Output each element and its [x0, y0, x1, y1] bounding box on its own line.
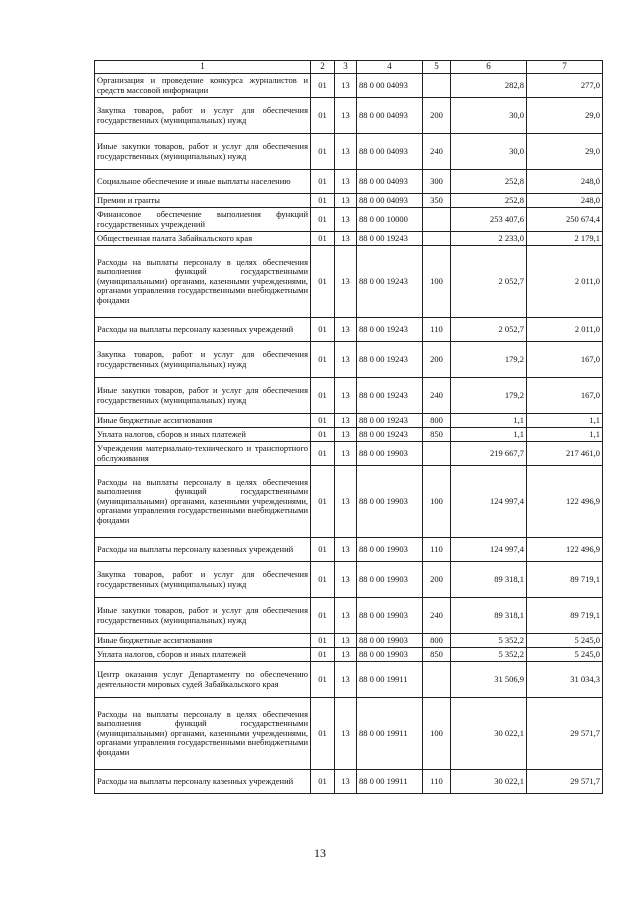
- table-row: [95, 170, 603, 194]
- row-name-cell: Расходы на выплаты персоналу казенных учреждений: [95, 538, 311, 562]
- row-subsection-cell: 13: [335, 232, 357, 246]
- col-header-4: 4: [357, 61, 423, 74]
- row-target-article-cell: 88 0 00 19911: [357, 662, 423, 698]
- table-row: [95, 698, 603, 770]
- col-header-3: 3: [335, 61, 357, 74]
- row-section-cell: 01: [311, 698, 335, 770]
- row-target-article-cell: 88 0 00 19911: [357, 770, 423, 794]
- table-row: [95, 318, 603, 342]
- row-expense-type-cell: [423, 232, 451, 246]
- row-subsection-cell: 13: [335, 648, 357, 662]
- row-section-cell: 01: [311, 634, 335, 648]
- row-section-cell: 01: [311, 98, 335, 134]
- row-name-cell: Уплата налогов, сборов и иных платежей: [95, 648, 311, 662]
- row-subsection-cell: 13: [335, 442, 357, 466]
- table-row: [95, 98, 603, 134]
- row-expense-type-cell: 240: [423, 134, 451, 170]
- row-expense-type-cell: 240: [423, 598, 451, 634]
- row-subsection-cell: 13: [335, 170, 357, 194]
- row-target-article-cell: 88 0 00 19243: [357, 342, 423, 378]
- row-target-article-cell: 88 0 00 19903: [357, 634, 423, 648]
- row-name-cell: Общественная палата Забайкальского края: [95, 232, 311, 246]
- row-section-cell: 01: [311, 466, 335, 538]
- table-row: [95, 562, 603, 598]
- row-section-cell: 01: [311, 318, 335, 342]
- row-name-cell: Финансовое обеспечение выполнения функций государственных учреждений: [95, 208, 311, 232]
- row-target-article-cell: 88 0 00 19243: [357, 428, 423, 442]
- row-section-cell: 01: [311, 378, 335, 414]
- row-amount-year2-cell: 122 496,9: [527, 538, 603, 562]
- row-section-cell: 01: [311, 134, 335, 170]
- row-amount-year1-cell: 252,8: [451, 170, 527, 194]
- row-name-cell: Расходы на выплаты персоналу в целях обеспечения выполнения функций государственными (муниципальными) органами, казенными учреждениями, органами управления государственными внебюджетными фондами: [95, 698, 311, 770]
- row-expense-type-cell: 350: [423, 194, 451, 208]
- row-section-cell: 01: [311, 246, 335, 318]
- row-target-article-cell: 88 0 00 04093: [357, 74, 423, 98]
- row-amount-year1-cell: 124 997,4: [451, 466, 527, 538]
- row-target-article-cell: 88 0 00 10000: [357, 208, 423, 232]
- row-name-cell: Социальное обеспечение и иные выплаты населению: [95, 170, 311, 194]
- row-target-article-cell: 88 0 00 19243: [357, 318, 423, 342]
- row-section-cell: 01: [311, 232, 335, 246]
- row-subsection-cell: 13: [335, 634, 357, 648]
- row-subsection-cell: 13: [335, 428, 357, 442]
- row-name-cell: Закупка товаров, работ и услуг для обеспечения государственных (муниципальных) нужд: [95, 562, 311, 598]
- row-target-article-cell: 88 0 00 04093: [357, 194, 423, 208]
- table-row: [95, 194, 603, 208]
- table-row: [95, 538, 603, 562]
- row-expense-type-cell: 300: [423, 170, 451, 194]
- table-row: [95, 770, 603, 794]
- row-expense-type-cell: 100: [423, 466, 451, 538]
- row-amount-year1-cell: 2 052,7: [451, 246, 527, 318]
- row-subsection-cell: 13: [335, 378, 357, 414]
- row-expense-type-cell: [423, 662, 451, 698]
- row-subsection-cell: 13: [335, 74, 357, 98]
- row-expense-type-cell: 850: [423, 428, 451, 442]
- table-row: [95, 74, 603, 98]
- row-expense-type-cell: 110: [423, 318, 451, 342]
- row-section-cell: 01: [311, 208, 335, 232]
- row-target-article-cell: 88 0 00 19903: [357, 538, 423, 562]
- row-section-cell: 01: [311, 170, 335, 194]
- table-row: [95, 208, 603, 232]
- row-amount-year1-cell: 2 233,0: [451, 232, 527, 246]
- row-amount-year2-cell: 89 719,1: [527, 598, 603, 634]
- row-target-article-cell: 88 0 00 04093: [357, 134, 423, 170]
- row-amount-year2-cell: 248,0: [527, 170, 603, 194]
- row-amount-year1-cell: 253 407,6: [451, 208, 527, 232]
- table-row: [95, 442, 603, 466]
- row-amount-year2-cell: 31 034,3: [527, 662, 603, 698]
- row-amount-year1-cell: 5 352,2: [451, 634, 527, 648]
- row-expense-type-cell: 200: [423, 562, 451, 598]
- row-amount-year2-cell: 217 461,0: [527, 442, 603, 466]
- row-subsection-cell: 13: [335, 770, 357, 794]
- row-name-cell: Иные закупки товаров, работ и услуг для обеспечения государственных (муниципальных) нужд: [95, 378, 311, 414]
- page-number: 13: [314, 846, 326, 860]
- row-target-article-cell: 88 0 00 19903: [357, 442, 423, 466]
- row-subsection-cell: 13: [335, 598, 357, 634]
- row-amount-year1-cell: 30,0: [451, 98, 527, 134]
- row-target-article-cell: 88 0 00 19903: [357, 598, 423, 634]
- row-section-cell: 01: [311, 662, 335, 698]
- row-section-cell: 01: [311, 74, 335, 98]
- row-target-article-cell: 88 0 00 19243: [357, 232, 423, 246]
- table-row: [95, 428, 603, 442]
- row-name-cell: Расходы на выплаты персоналу в целях обеспечения выполнения функций государственными (муниципальными) органами, казенными учреждениями, органами управления государственными внебюджетными фондами: [95, 466, 311, 538]
- row-section-cell: 01: [311, 770, 335, 794]
- row-amount-year1-cell: 30,0: [451, 134, 527, 170]
- row-name-cell: Иные закупки товаров, работ и услуг для обеспечения государственных (муниципальных) нужд: [95, 598, 311, 634]
- row-amount-year1-cell: 89 318,1: [451, 562, 527, 598]
- row-amount-year2-cell: 277,0: [527, 74, 603, 98]
- row-amount-year1-cell: 124 997,4: [451, 538, 527, 562]
- row-subsection-cell: 13: [335, 208, 357, 232]
- row-expense-type-cell: 200: [423, 342, 451, 378]
- table-row: [95, 342, 603, 378]
- row-name-cell: Расходы на выплаты персоналу казенных учреждений: [95, 770, 311, 794]
- row-name-cell: Закупка товаров, работ и услуг для обеспечения государственных (муниципальных) нужд: [95, 98, 311, 134]
- row-amount-year2-cell: 1,1: [527, 414, 603, 428]
- row-name-cell: Организация и проведение конкурса журналистов и средств массовой информации: [95, 74, 311, 98]
- row-name-cell: Иные бюджетные ассигнования: [95, 634, 311, 648]
- row-expense-type-cell: 240: [423, 378, 451, 414]
- row-amount-year2-cell: 5 245,0: [527, 648, 603, 662]
- row-amount-year1-cell: 179,2: [451, 342, 527, 378]
- row-expense-type-cell: 850: [423, 648, 451, 662]
- row-amount-year1-cell: 5 352,2: [451, 648, 527, 662]
- row-amount-year2-cell: 89 719,1: [527, 562, 603, 598]
- row-amount-year1-cell: 219 667,7: [451, 442, 527, 466]
- row-amount-year1-cell: 282,8: [451, 74, 527, 98]
- row-amount-year2-cell: 2 011,0: [527, 318, 603, 342]
- table-row: [95, 662, 603, 698]
- budget-table: [94, 60, 603, 794]
- row-section-cell: 01: [311, 194, 335, 208]
- row-amount-year2-cell: 250 674,4: [527, 208, 603, 232]
- row-amount-year2-cell: 167,0: [527, 342, 603, 378]
- row-expense-type-cell: 100: [423, 246, 451, 318]
- row-expense-type-cell: 200: [423, 98, 451, 134]
- row-target-article-cell: 88 0 00 19243: [357, 378, 423, 414]
- row-amount-year1-cell: 30 022,1: [451, 698, 527, 770]
- table-row: [95, 378, 603, 414]
- row-amount-year2-cell: 5 245,0: [527, 634, 603, 648]
- row-amount-year1-cell: 2 052,7: [451, 318, 527, 342]
- row-amount-year1-cell: 31 506,9: [451, 662, 527, 698]
- row-name-cell: Учреждения материально-технического и транспортного обслуживания: [95, 442, 311, 466]
- row-section-cell: 01: [311, 414, 335, 428]
- row-name-cell: Центр оказания услуг Департаменту по обеспечению деятельности мировых судей Забайкальского края: [95, 662, 311, 698]
- row-name-cell: Уплата налогов, сборов и иных платежей: [95, 428, 311, 442]
- row-name-cell: Иные бюджетные ассигнования: [95, 414, 311, 428]
- row-expense-type-cell: 100: [423, 698, 451, 770]
- table-row: [95, 414, 603, 428]
- row-target-article-cell: 88 0 00 19903: [357, 466, 423, 538]
- row-subsection-cell: 13: [335, 538, 357, 562]
- row-amount-year2-cell: 167,0: [527, 378, 603, 414]
- row-amount-year2-cell: 122 496,9: [527, 466, 603, 538]
- row-name-cell: Иные закупки товаров, работ и услуг для обеспечения государственных (муниципальных) нужд: [95, 134, 311, 170]
- col-header-6: 6: [451, 61, 527, 74]
- row-amount-year2-cell: 2 179,1: [527, 232, 603, 246]
- col-header-5: 5: [423, 61, 451, 74]
- header-row: [95, 61, 603, 74]
- row-name-cell: Расходы на выплаты персоналу в целях обеспечения выполнения функций государственными (муниципальными) органами, казенными учреждениями, органами управления государственными внебюджетными фондами: [95, 246, 311, 318]
- row-section-cell: 01: [311, 648, 335, 662]
- row-target-article-cell: 88 0 00 19903: [357, 562, 423, 598]
- col-header-1: 1: [95, 61, 311, 74]
- row-expense-type-cell: 800: [423, 634, 451, 648]
- row-section-cell: 01: [311, 428, 335, 442]
- row-amount-year1-cell: 1,1: [451, 428, 527, 442]
- row-subsection-cell: 13: [335, 342, 357, 378]
- row-name-cell: Премии и гранты: [95, 194, 311, 208]
- table-row: [95, 232, 603, 246]
- table-body: [95, 74, 603, 794]
- row-target-article-cell: 88 0 00 19903: [357, 648, 423, 662]
- row-subsection-cell: 13: [335, 98, 357, 134]
- row-subsection-cell: 13: [335, 414, 357, 428]
- row-target-article-cell: 88 0 00 04093: [357, 170, 423, 194]
- row-section-cell: 01: [311, 562, 335, 598]
- row-amount-year2-cell: 248,0: [527, 194, 603, 208]
- row-subsection-cell: 13: [335, 698, 357, 770]
- row-amount-year2-cell: 1,1: [527, 428, 603, 442]
- row-subsection-cell: 13: [335, 466, 357, 538]
- col-header-2: 2: [311, 61, 335, 74]
- row-name-cell: Расходы на выплаты персоналу казенных учреждений: [95, 318, 311, 342]
- row-expense-type-cell: [423, 74, 451, 98]
- row-amount-year2-cell: 29 571,7: [527, 698, 603, 770]
- table-row: [95, 134, 603, 170]
- row-subsection-cell: 13: [335, 246, 357, 318]
- row-section-cell: 01: [311, 598, 335, 634]
- row-subsection-cell: 13: [335, 562, 357, 598]
- row-amount-year2-cell: 29 571,7: [527, 770, 603, 794]
- row-section-cell: 01: [311, 538, 335, 562]
- row-expense-type-cell: [423, 208, 451, 232]
- table-row: [95, 466, 603, 538]
- table-row: [95, 246, 603, 318]
- table-row: [95, 598, 603, 634]
- row-expense-type-cell: 110: [423, 538, 451, 562]
- row-amount-year1-cell: 252,8: [451, 194, 527, 208]
- row-section-cell: 01: [311, 442, 335, 466]
- col-header-7: 7: [527, 61, 603, 74]
- row-subsection-cell: 13: [335, 194, 357, 208]
- row-amount-year1-cell: 30 022,1: [451, 770, 527, 794]
- row-target-article-cell: 88 0 00 19243: [357, 414, 423, 428]
- row-amount-year2-cell: 29,0: [527, 98, 603, 134]
- row-expense-type-cell: 110: [423, 770, 451, 794]
- row-target-article-cell: 88 0 00 19911: [357, 698, 423, 770]
- row-subsection-cell: 13: [335, 318, 357, 342]
- row-target-article-cell: 88 0 00 04093: [357, 98, 423, 134]
- row-target-article-cell: 88 0 00 19243: [357, 246, 423, 318]
- row-name-cell: Закупка товаров, работ и услуг для обеспечения государственных (муниципальных) нужд: [95, 342, 311, 378]
- row-amount-year2-cell: 2 011,0: [527, 246, 603, 318]
- row-amount-year1-cell: 89 318,1: [451, 598, 527, 634]
- row-subsection-cell: 13: [335, 662, 357, 698]
- row-expense-type-cell: 800: [423, 414, 451, 428]
- row-amount-year1-cell: 179,2: [451, 378, 527, 414]
- table-row: [95, 648, 603, 662]
- row-amount-year2-cell: 29,0: [527, 134, 603, 170]
- row-subsection-cell: 13: [335, 134, 357, 170]
- row-section-cell: 01: [311, 342, 335, 378]
- row-amount-year1-cell: 1,1: [451, 414, 527, 428]
- row-expense-type-cell: [423, 442, 451, 466]
- table-row: [95, 634, 603, 648]
